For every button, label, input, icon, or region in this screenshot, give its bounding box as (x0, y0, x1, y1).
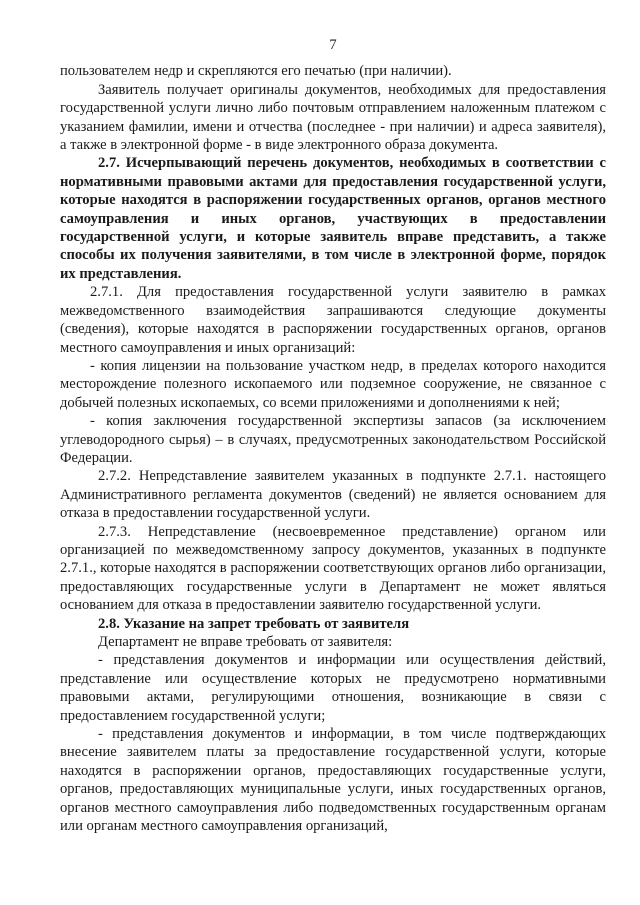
bullet-expertise-copy: - копия заключения государственной экспертизы запасов (за исключением углеводородного сырья) – в случаях, предусмотренных законодательством Российской Федерации. (60, 413, 606, 466)
section-heading-2-8: 2.8. Указание на запрет требовать от заявителя (98, 615, 410, 632)
paragraph-originals: Заявитель получает оригиналы документов, необходимых для предоставления государственной услуги лично либо почтовым отправлением наложенным платежом с указанием фамилии, имени и отчества (последнее - при наличии) и адреса заявителя), а также в электронной форме - в виде электронного образа документа. (60, 81, 606, 154)
section-heading-2-7: 2.7. Исчерпывающий перечень документов, необходимых в соответствии с нормативными правовыми актами для предоставления государственной услуги, которые находятся в распоряжении государственных органов, органов местного самоуправления и иных органов, участвующих в предоставлении государственной услуги, и которые заявитель вправе представить, а также способы их получения заявителями, в том числе в электронной форме, порядок их представления. (60, 155, 606, 282)
bullet-documents-payment: - представления документов и информации, в том числе подтверждающих внесение заявителем платы за предоставление государственной услуги, которые находятся в распоряжении органов, предоставляющих государственные услуги, органов, предоставляющих муниципальные услуги, иных государственных органов, органов местного самоуправления либо подведомственных государственным органам или органам местного самоуправления организаций, (60, 726, 606, 835)
paragraph-continuation: пользователем недр и скрепляются его печатью (при наличии). (60, 63, 452, 80)
bullet-documents-actions: - представления документов и информации или осуществления действий, представление или осуществление которых не предусмотрено нормативными правовыми актами, регулирующими отношения, возникающие в связи с предоставлением государственной услуги; (60, 652, 606, 724)
paragraph-2-7-1: 2.7.1. Для предоставления государственной услуги заявителю в рамках межведомственного взаимодействия запрашиваются следующие документы (сведения), которые находятся в распоряжении государственных органов, органов местного самоуправления и иных организаций: (60, 284, 606, 356)
bullet-license-copy: - копия лицензии на пользование участком недр, в пределах которого находится месторождение полезного ископаемого или подземное сооружение, не связанное с добычей полезных ископаемых, со всеми приложениями и дополнениями к ней; (60, 357, 606, 411)
page-number: 7 (329, 37, 337, 53)
paragraph-2-8-intro: Департамент не вправе требовать от заявителя: (98, 634, 393, 650)
paragraph-2-7-3: 2.7.3. Непредставление (несвоевременное представление) органом или организацией по межведомственному запросу документов, указанных в подпункте 2.7.1., которые находятся в распоряжении соответствующих органов либо организации, предоставляющих государственные услуги в Департамент не может являться основанием для отказа в предоставлении заявителю государственной услуги. (60, 523, 606, 614)
paragraph-2-7-2: 2.7.2. Непредставление заявителем указанных в подпункте 2.7.1. настоящего Административного регламента документов (сведений) не является основанием для отказа в предоставлении государственной услуги. (60, 468, 606, 522)
